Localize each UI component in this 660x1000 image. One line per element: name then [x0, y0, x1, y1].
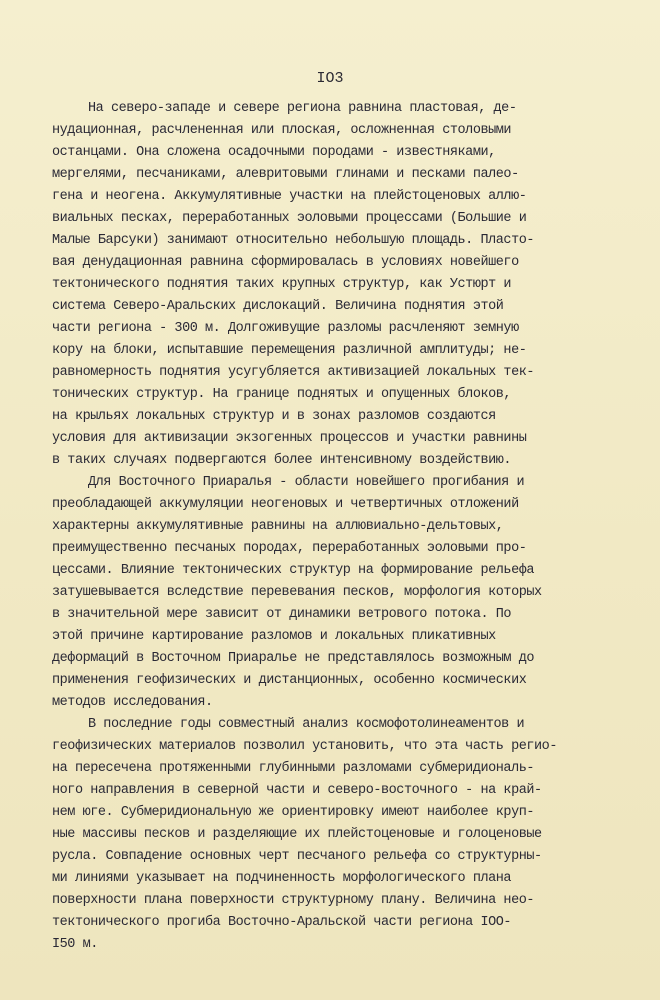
text-line: ные массивы песков и разделяющие их плейстоценовые и голоценовые	[52, 827, 542, 842]
text-line: в таких случаях подвергаются более интенсивному воздействию.	[52, 453, 512, 468]
text-line: кору на блоки, испытавшие перемещения различной амплитуды; не-	[52, 343, 527, 358]
text-line: мергелями, песчаниками, алевритовыми глинами и песками палео-	[52, 167, 519, 182]
text-line: преимущественно песчаных породах, переработанных эоловыми про-	[52, 541, 527, 556]
page-number: IO3	[316, 70, 344, 87]
text-line: виальных песках, переработанных эоловыми процессами (Большие и	[52, 211, 527, 226]
text-line: этой причине картирование разломов и локальных пликативных	[52, 629, 496, 644]
text-line: русла. Совпадение основных черт песчаного рельефа со структурны-	[52, 849, 542, 864]
text-line: цессами. Влияние тектонических структур на формирование рельефа	[52, 563, 535, 578]
text-line: равномерность поднятия усугубляется активизацией локальных тек-	[52, 365, 535, 380]
text-line: ного направления в северной части и северо-восточного - на край-	[52, 783, 542, 798]
text-line: ми линиями указывает на подчиненность морфологического плана	[52, 871, 512, 886]
text-line: вая денудационная равнина сформировалась в условиях новейшего	[52, 255, 519, 270]
text-line: деформаций в Восточном Приаралье не представлялось возможным до	[52, 651, 535, 666]
text-line: гена и неогена. Аккумулятивные участки на плейстоценовых аллю-	[52, 189, 527, 204]
text-line: затушевывается вследствие перевевания песков, морфология которых	[52, 585, 542, 600]
text-line: останцами. Она сложена осадочными породами - известняками,	[52, 145, 496, 160]
text-line: тектонического прогиба Восточно-Аральской части региона IOO-	[52, 915, 512, 930]
text-line: методов исследования.	[52, 695, 213, 710]
text-line: на крыльях локальных структур и в зонах разломов создаются	[52, 409, 496, 424]
text-line: характерны аккумулятивные равнины на аллювиально-дельтовых,	[52, 519, 504, 534]
text-line: Малые Барсуки) занимают относительно небольшую площадь. Пласто-	[52, 233, 535, 248]
text-line: Для Восточного Приаралья - области новейшего прогибания и	[88, 475, 525, 490]
text-line: В последние годы совместный анализ космофотолинеаментов и	[88, 717, 525, 732]
text-line: поверхности плана поверхности структурному плану. Величина нео-	[52, 893, 535, 908]
text-line: нудационная, расчлененная или плоская, осложненная столовыми	[52, 123, 512, 138]
text-line: I50 м.	[52, 937, 98, 952]
text-line: преобладающей аккумуляции неогеновых и четвертичных отложений	[52, 497, 519, 512]
text-line: на пересечена протяженными глубинными разломами субмеридиональ-	[52, 761, 535, 776]
text-line: части региона - 300 м. Долгоживущие разломы расчленяют земную	[52, 321, 519, 336]
text-line: система Северо-Аральских дислокаций. Величина поднятия этой	[52, 299, 504, 314]
text-line: применения геофизических и дистанционных, особенно космических	[52, 673, 527, 688]
text-line: в значительной мере зависит от динамики ветрового потока. По	[52, 607, 512, 622]
text-line: нем юге. Субмеридиональную же ориентировку имеют наиболее круп-	[52, 805, 535, 820]
text-line: На северо-западе и севере региона равнина пластовая, де-	[88, 101, 517, 116]
text-line: тонических структур. На границе поднятых и опущенных блоков,	[52, 387, 512, 402]
text-line: тектонического поднятия таких крупных структур, как Устюрт и	[52, 277, 512, 292]
text-line: геофизических материалов позволил установить, что эта часть регио-	[52, 739, 557, 754]
text-line: условия для активизации экзогенных процессов и участки равнины	[52, 431, 527, 446]
